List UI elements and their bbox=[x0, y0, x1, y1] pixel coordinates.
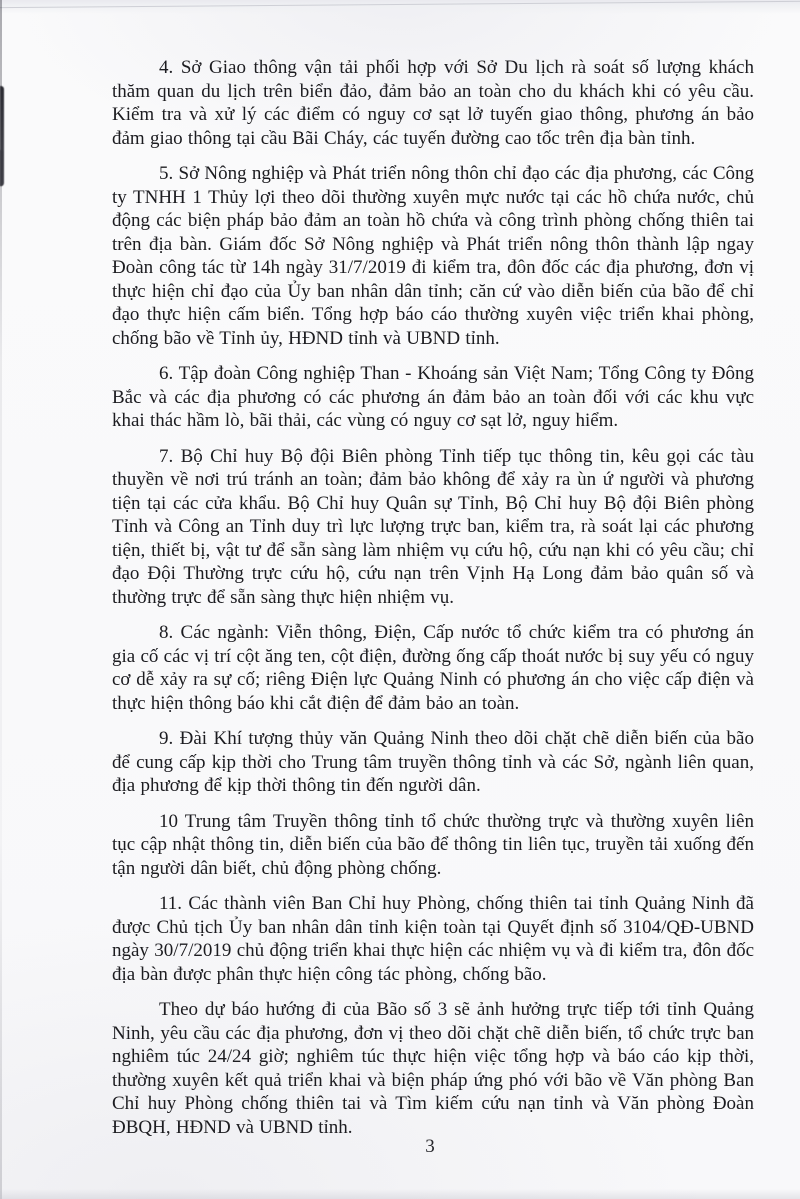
scan-top-edge-artifact bbox=[0, 0, 800, 14]
document-body bbox=[112, 56, 754, 1151]
paragraph-9: 9. Đài Khí tượng thủy văn Quảng Ninh theo dõi chặt chẽ diễn biến của bão để cung cấp kịp thời cho Trung tâm truyền thông tỉnh và các Sở, ngành liên quan, địa phương để kịp thời thông tin đến người dân. bbox=[112, 728, 754, 796]
paragraph-8: 8. Các ngành: Viễn thông, Điện, Cấp nước tổ chức kiểm tra có phương án gia cố các vị trí cột ăng ten, cột điện, đường ống cấp thoát nước bị suy yếu có nguy cơ dễ xảy ra sự cố; riêng Điện lực Quảng Ninh có phương án cho việc cấp điện và thực hiện thông báo khi cắt điện để đảm bảo an toàn. bbox=[112, 622, 754, 714]
paragraph-7: 7. Bộ Chỉ huy Bộ đội Biên phòng Tỉnh tiếp tục thông tin, kêu gọi các tàu thuyền về nơi trú tránh an toàn; đảm bảo không để xảy ra ùn ứ người và phương tiện tại các cửa khẩu. Bộ Chỉ huy Quân sự Tỉnh, Bộ Chỉ huy Bộ đội Biên phòng Tỉnh và Công an Tỉnh duy trì lực lượng trực ban, kiểm tra, rà soát lại các phương tiện, thiết bị, vật tư để sẵn sàng làm nhiệm vụ cứu hộ, cứu nạn khi có yêu cầu; chỉ đạo Đội Thường trực cứu hộ, cứu nạn trên Vịnh Hạ Long đảm bảo quân số và thường trực để sẵn sàng thực hiện nhiệm vụ. bbox=[112, 445, 754, 608]
paragraph-closing: Theo dự báo hướng đi của Bão số 3 sẽ ảnh hưởng trực tiếp tới tỉnh Quảng Ninh, yêu cầu các địa phương, đơn vị theo dõi chặt chẽ diễn biến, tổ chức trực ban nghiêm túc 24/24 giờ; nghiêm túc thực hiện việc tổng hợp và báo cáo kịp thời, thường xuyên kết quả triển khai và biện pháp ứng phó với bão về Văn phòng Ban Chỉ huy Phòng chống thiên tai và Tìm kiếm cứu nạn tỉnh và Văn phòng Đoàn ĐBQH, HĐND và UBND tỉnh. bbox=[112, 999, 754, 1138]
page-number: 3 bbox=[425, 1136, 435, 1157]
paragraph-11: 11. Các thành viên Ban Chỉ huy Phòng, chống thiên tai tỉnh Quảng Ninh đã được Chủ tịch Ủy ban nhân dân tỉnh kiện toàn tại Quyết định số 3104/QĐ-UBND ngày 30/7/2019 chủ động triển khai thực hiện các nhiệm vụ và đi kiểm tra, đôn đốc địa bàn được phân thực hiện công tác phòng, chống bão. bbox=[112, 893, 754, 985]
scan-left-edge-smudge-small bbox=[0, 150, 3, 186]
scan-bottom-edge-artifact bbox=[0, 1189, 800, 1199]
paragraph-10: 10 Trung tâm Truyền thông tỉnh tổ chức thường trực và thường xuyên liên tục cập nhật thông tin, diễn biến của bão để thông tin liên tục, truyền tải xuống đến tận người dân biết, chủ động phòng chống. bbox=[112, 810, 754, 879]
paragraph-6: 6. Tập đoàn Công nghiệp Than - Khoáng sản Việt Nam; Tổng Công ty Đông Bắc và các địa phương có các phương án đảm bảo an toàn đối với các khu vực khai thác hầm lò, bãi thải, các vùng có nguy cơ sạt lở, nguy hiểm. bbox=[112, 363, 754, 431]
paragraph-4: 4. Sở Giao thông vận tải phối hợp với Sở Du lịch rà soát số lượng khách thăm quan du lịch trên biển đảo, đảm bảo an toàn cho du khách khi có yêu cầu. Kiểm tra và xử lý các điểm có nguy cơ sạt lở tuyến giao thông, phương án bảo đảm giao thông tại cầu Bãi Cháy, các tuyến đường cao tốc trên địa bàn tỉnh. bbox=[112, 57, 754, 149]
paragraph-5: 5. Sở Nông nghiệp và Phát triển nông thôn chỉ đạo các địa phương, các Công ty TNHH 1 Thủy lợi theo dõi thường xuyên mực nước tại các hồ chứa nước, chủ động các biện pháp bảo đảm an toàn hồ chứa và công trình phòng chống thiên tai trên địa bàn. Giám đốc Sở Nông nghiệp và Phát triển nông thôn thành lập ngay Đoàn công tác từ 14h ngày 31/7/2019 đi kiểm tra, đôn đốc các địa phương, đơn vị thực hiện chỉ đạo của Ủy ban nhân dân tỉnh; căn cứ vào diễn biến của bão để chỉ đạo thực hiện cấm biển. Tổng hợp báo cáo thường xuyên việc triển khai phòng, chống bão về Tỉnh ủy, HĐND tỉnh và UBND tỉnh. bbox=[112, 163, 754, 349]
